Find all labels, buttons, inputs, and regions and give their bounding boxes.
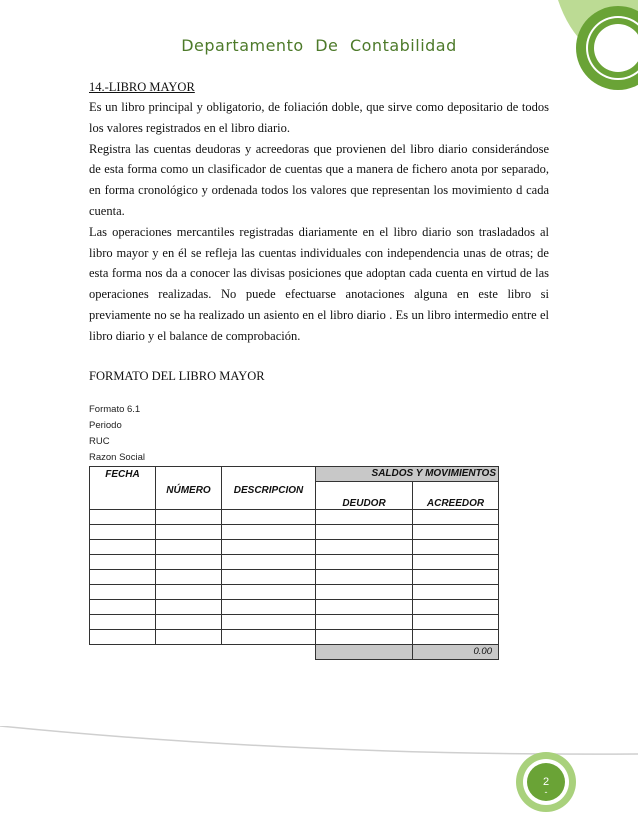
total-acreedor: 0.00 [413,644,499,659]
table-cell [316,629,413,644]
paragraph-3: Las operaciones mercantiles registradas diariamente en el libro diario son trasladados al libro mayor y en él se refleja las cuentas individuales con independencia unas de otras; de esta forma nos da a conocer las divisas posiciones que adoptan cada cuenta en virtud de las operaciones realizadas. No puede efectuarse anotaciones alguna en este libro si previamente no se ha realizado un asiento en el libro diario . Es un libro intermedio entre el libro diario y el balance de comprobación. [89,224,549,343]
table-row [90,539,499,554]
document-body [89,80,549,660]
col-deudor-header: DEUDOR [316,481,413,509]
table-cell [222,524,316,539]
table-cell [316,584,413,599]
table-cell [156,509,222,524]
table-cell [222,539,316,554]
col-numero-header: NÚMERO [156,466,222,509]
table-cell [222,509,316,524]
table-cell [316,524,413,539]
field-formato: Formato 6.1 [89,403,141,415]
table-cell [316,539,413,554]
table-cell [90,569,156,584]
col-acreedor-header: ACREEDOR [413,481,499,509]
table-cell [413,569,499,584]
paragraph-1: Es un libro principal y obligatorio, de foliación doble, que sirve como depositario de todos los valores registrados en el libro diario. [89,100,549,135]
paragraph-2: Registra las cuentas deudoras y acreedoras que provienen del libro diario considerándose de esta forma como un clasificador de cuentas que a manera de fichero anota por separado, en forma cronológico y ordenada todos los valores que representan los movimiento d cada cuenta. [89,141,549,218]
table-row [90,629,499,644]
table-row [90,509,499,524]
table-cell [413,629,499,644]
table-cell [316,509,413,524]
table-cell [156,569,222,584]
table-row [90,599,499,614]
ledger-table [89,466,499,660]
col-descripcion-header: DESCRIPCION [222,466,316,509]
field-razon-social: Razon Social [89,451,145,463]
table-cell [413,599,499,614]
table-cell [222,554,316,569]
table-cell [156,554,222,569]
table-row [90,614,499,629]
table-cell [90,614,156,629]
table-cell [222,629,316,644]
col-fecha-header: FECHA [90,466,156,509]
table-cell [156,599,222,614]
table-cell [90,509,156,524]
section-title: 14.-LIBRO MAYOR [89,80,195,94]
format-title: FORMATO DEL LIBRO MAYOR [89,368,265,383]
total-row [90,644,499,659]
table-cell [413,509,499,524]
table-cell [156,629,222,644]
table-cell [156,524,222,539]
table-cell [90,629,156,644]
table-cell [156,614,222,629]
table-cell [316,554,413,569]
table-cell [413,554,499,569]
table-cell [413,584,499,599]
table-cell [90,584,156,599]
table-cell [316,614,413,629]
table-row [90,569,499,584]
form-fields [89,402,549,466]
table-cell [90,524,156,539]
table-cell [413,539,499,554]
table-cell [156,584,222,599]
table-cell [90,539,156,554]
table-cell [413,614,499,629]
field-ruc: RUC [89,435,110,447]
total-deudor [316,644,413,659]
page-number-value: 2 [542,776,550,788]
page-number-suffix: - [544,787,548,797]
table-row [90,584,499,599]
table-cell [90,599,156,614]
table-cell [316,569,413,584]
table-cell [316,599,413,614]
saldos-movimientos-header: SALDOS Y MOVIMIENTOS [316,466,499,481]
table-row [90,524,499,539]
table-row [90,554,499,569]
page-header: Departamento De Contabilidad [181,36,457,55]
total-spacer [90,644,316,659]
page-number [534,776,558,796]
table-cell [222,584,316,599]
table-cell [156,539,222,554]
table-cell [222,569,316,584]
table-cell [90,554,156,569]
table-cell [413,524,499,539]
table-cell [222,599,316,614]
field-periodo: Periodo [89,419,122,431]
table-cell [222,614,316,629]
